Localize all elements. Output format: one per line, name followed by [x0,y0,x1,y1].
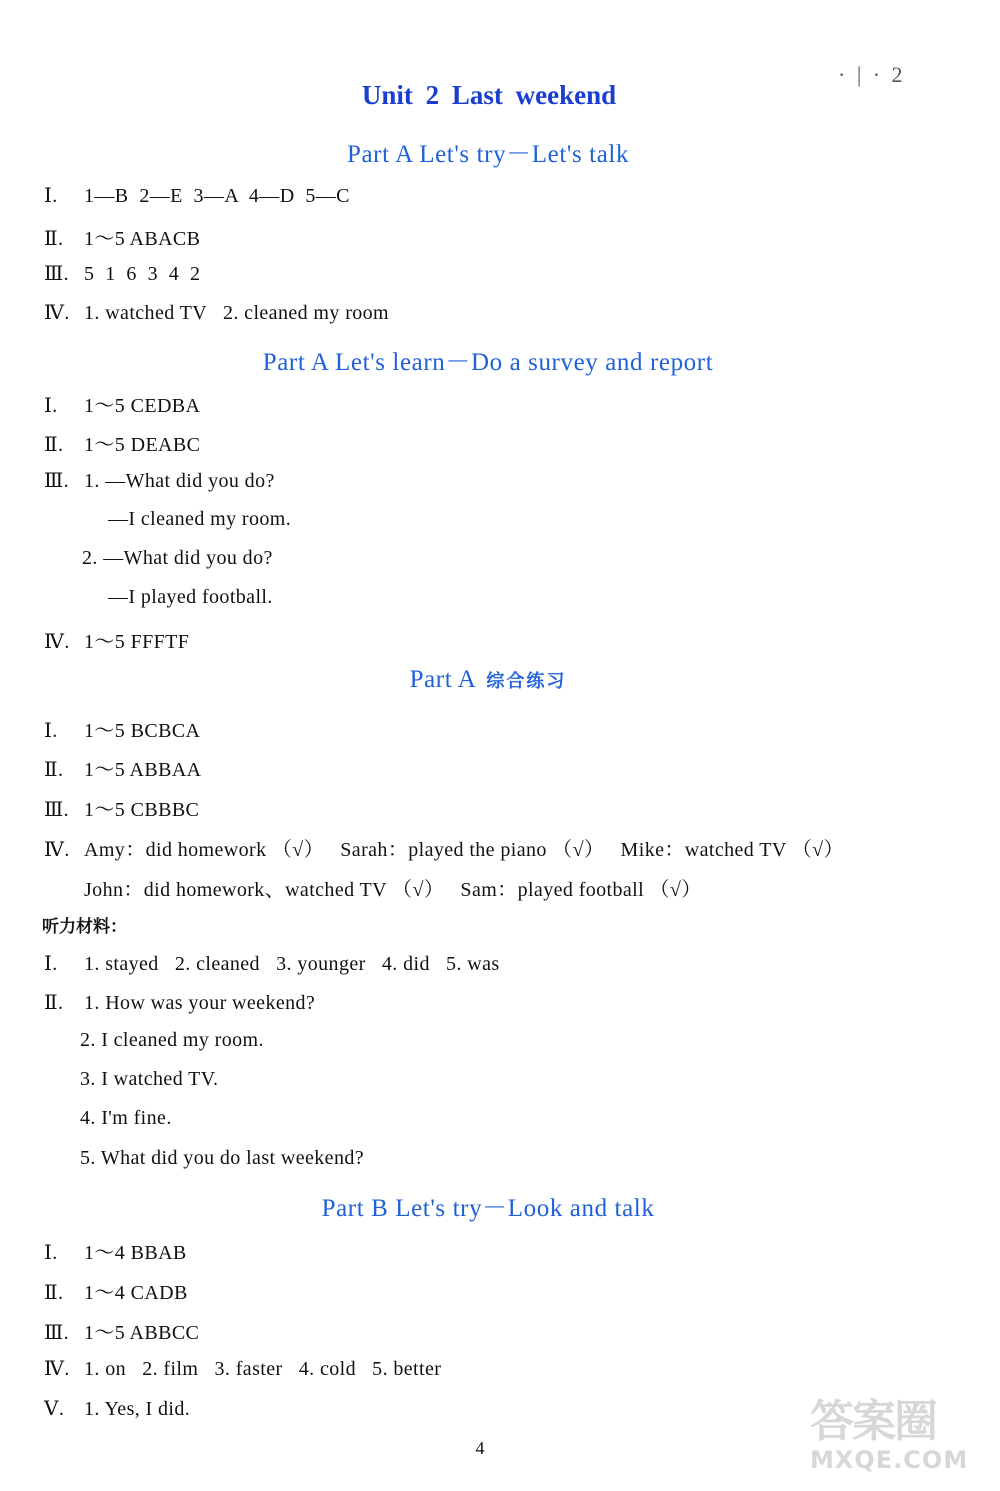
watermark [810,1398,990,1488]
answer-line-10 [108,586,273,609]
answer-text: 4. I'm fine. [80,1107,172,1129]
answer-line-17 [44,951,500,976]
answer-text: John：did homework、watched TV （√） Sam：played football （√） [84,879,702,901]
answer-text: 5. What did you do last weekend? [80,1147,365,1169]
answer-line-3 [44,261,200,286]
answer-line-16 [84,873,702,902]
answer-line-14 [44,793,199,822]
item-number: Ⅰ. [44,720,58,742]
answer-line-25 [44,1316,199,1345]
answer-text: 2. —What did you do? [82,547,273,569]
answer-line-13 [44,753,202,782]
answer-text: 1. stayed 2. cleaned 3. younger 4. did 5. was [84,953,500,975]
section-heading-3-zh: 综合练习 [486,671,567,692]
section-heading-2-text: Part A Let's learn－Do a survey and report [262,349,714,376]
answer-line-1 [44,183,350,208]
answer-text: —I cleaned my room. [108,508,292,530]
item-number: Ⅲ. [44,799,70,821]
answer-line-23 [44,1236,187,1265]
item-number: Ⅱ. [44,992,64,1014]
item-number: Ⅳ. [44,839,70,861]
section-heading-4 [0,1188,976,1224]
listening-material-heading: 听力材料： [42,917,127,937]
answer-line-26 [44,1356,441,1381]
answer-line-9 [82,547,273,570]
item-number: Ⅴ. [44,1398,65,1420]
answer-text: 1～4 BBAB [84,1242,187,1264]
answer-text: 1～5 ABBCC [84,1322,200,1344]
item-number: Ⅲ. [44,263,70,285]
section-heading-1-text: Part A Let's try－Let's talk [346,141,630,168]
answer-line-24 [44,1276,188,1305]
page-corner-mark: · | · 2 [838,62,906,87]
item-number: Ⅲ. [44,1322,70,1344]
answer-text: 1～5 CEDBA [84,395,201,417]
answer-text: —I played football. [108,586,273,608]
answer-text: 1～5 ABACB [84,228,201,250]
answer-text: 1～5 CBBBC [84,799,200,821]
answer-line-4 [44,300,389,325]
watermark-logo: 答案圈 [810,1396,936,1447]
answer-line-21 [80,1107,172,1130]
answer-line-22 [80,1147,364,1170]
answer-line-19 [80,1029,264,1052]
answer-text: 1—B 2—E 3—A 4—D 5—C [84,185,350,207]
answer-line-6 [44,428,200,457]
answer-text: 1. How was your weekend? [84,992,316,1014]
watermark-url: MXQE.COM [810,1446,969,1474]
answer-text: 2. I cleaned my room. [80,1029,264,1051]
answer-text: 1～5 ABBAA [84,759,202,781]
answer-text: 1. watched TV 2. cleaned my room [84,302,390,324]
answer-text: 1～5 FFFTF [84,631,190,653]
item-number: Ⅰ. [44,395,58,417]
item-number: Ⅰ. [44,1242,58,1264]
answer-text: 1～5 DEABC [84,434,201,456]
answer-line-2 [44,222,200,251]
item-number: Ⅱ. [44,1282,64,1304]
answer-line-27 [44,1396,190,1421]
answer-line-12 [44,714,200,743]
section-heading-1 [0,134,976,170]
answer-text: 1～4 CADB [84,1282,188,1304]
answer-text: Amy：did homework （√） Sarah：played the piano （√） Mike：watched TV （√） [84,839,844,861]
answer-line-20 [80,1068,218,1091]
answer-line-8 [108,508,291,531]
answer-text: 1. —What did you do? [84,470,275,492]
answer-line-5 [44,389,200,418]
answer-line-7 [44,468,275,493]
item-number: Ⅳ. [44,302,70,324]
answer-text: 1. on 2. film 3. faster 4. cold 5. better [84,1358,442,1380]
answer-text: 1. Yes, I did. [84,1398,191,1420]
page-number: 4 [475,1438,485,1458]
answer-text: 5 1 6 3 4 2 [84,263,201,285]
item-number: Ⅳ. [44,631,70,653]
item-number: Ⅳ. [44,1358,70,1380]
item-number: Ⅱ. [44,759,64,781]
item-number: Ⅰ. [44,953,58,975]
item-number: Ⅲ. [44,470,70,492]
item-number: Ⅱ. [44,434,64,456]
answer-text: 1～5 BCBCA [84,720,201,742]
section-heading-3 [0,666,976,694]
item-number: Ⅱ. [44,228,64,250]
section-heading-2 [0,342,976,378]
answer-text: 3. I watched TV. [80,1068,219,1090]
item-number: Ⅰ. [44,185,58,207]
section-heading-3-text: Part A [409,666,477,693]
section-heading-4-text: Part B Let's try－Look and talk [321,1195,655,1222]
answer-line-18 [44,990,315,1015]
answer-line-11 [44,625,189,654]
answer-line-15 [44,833,844,862]
unit-title: Unit 2 Last weekend [361,80,617,110]
